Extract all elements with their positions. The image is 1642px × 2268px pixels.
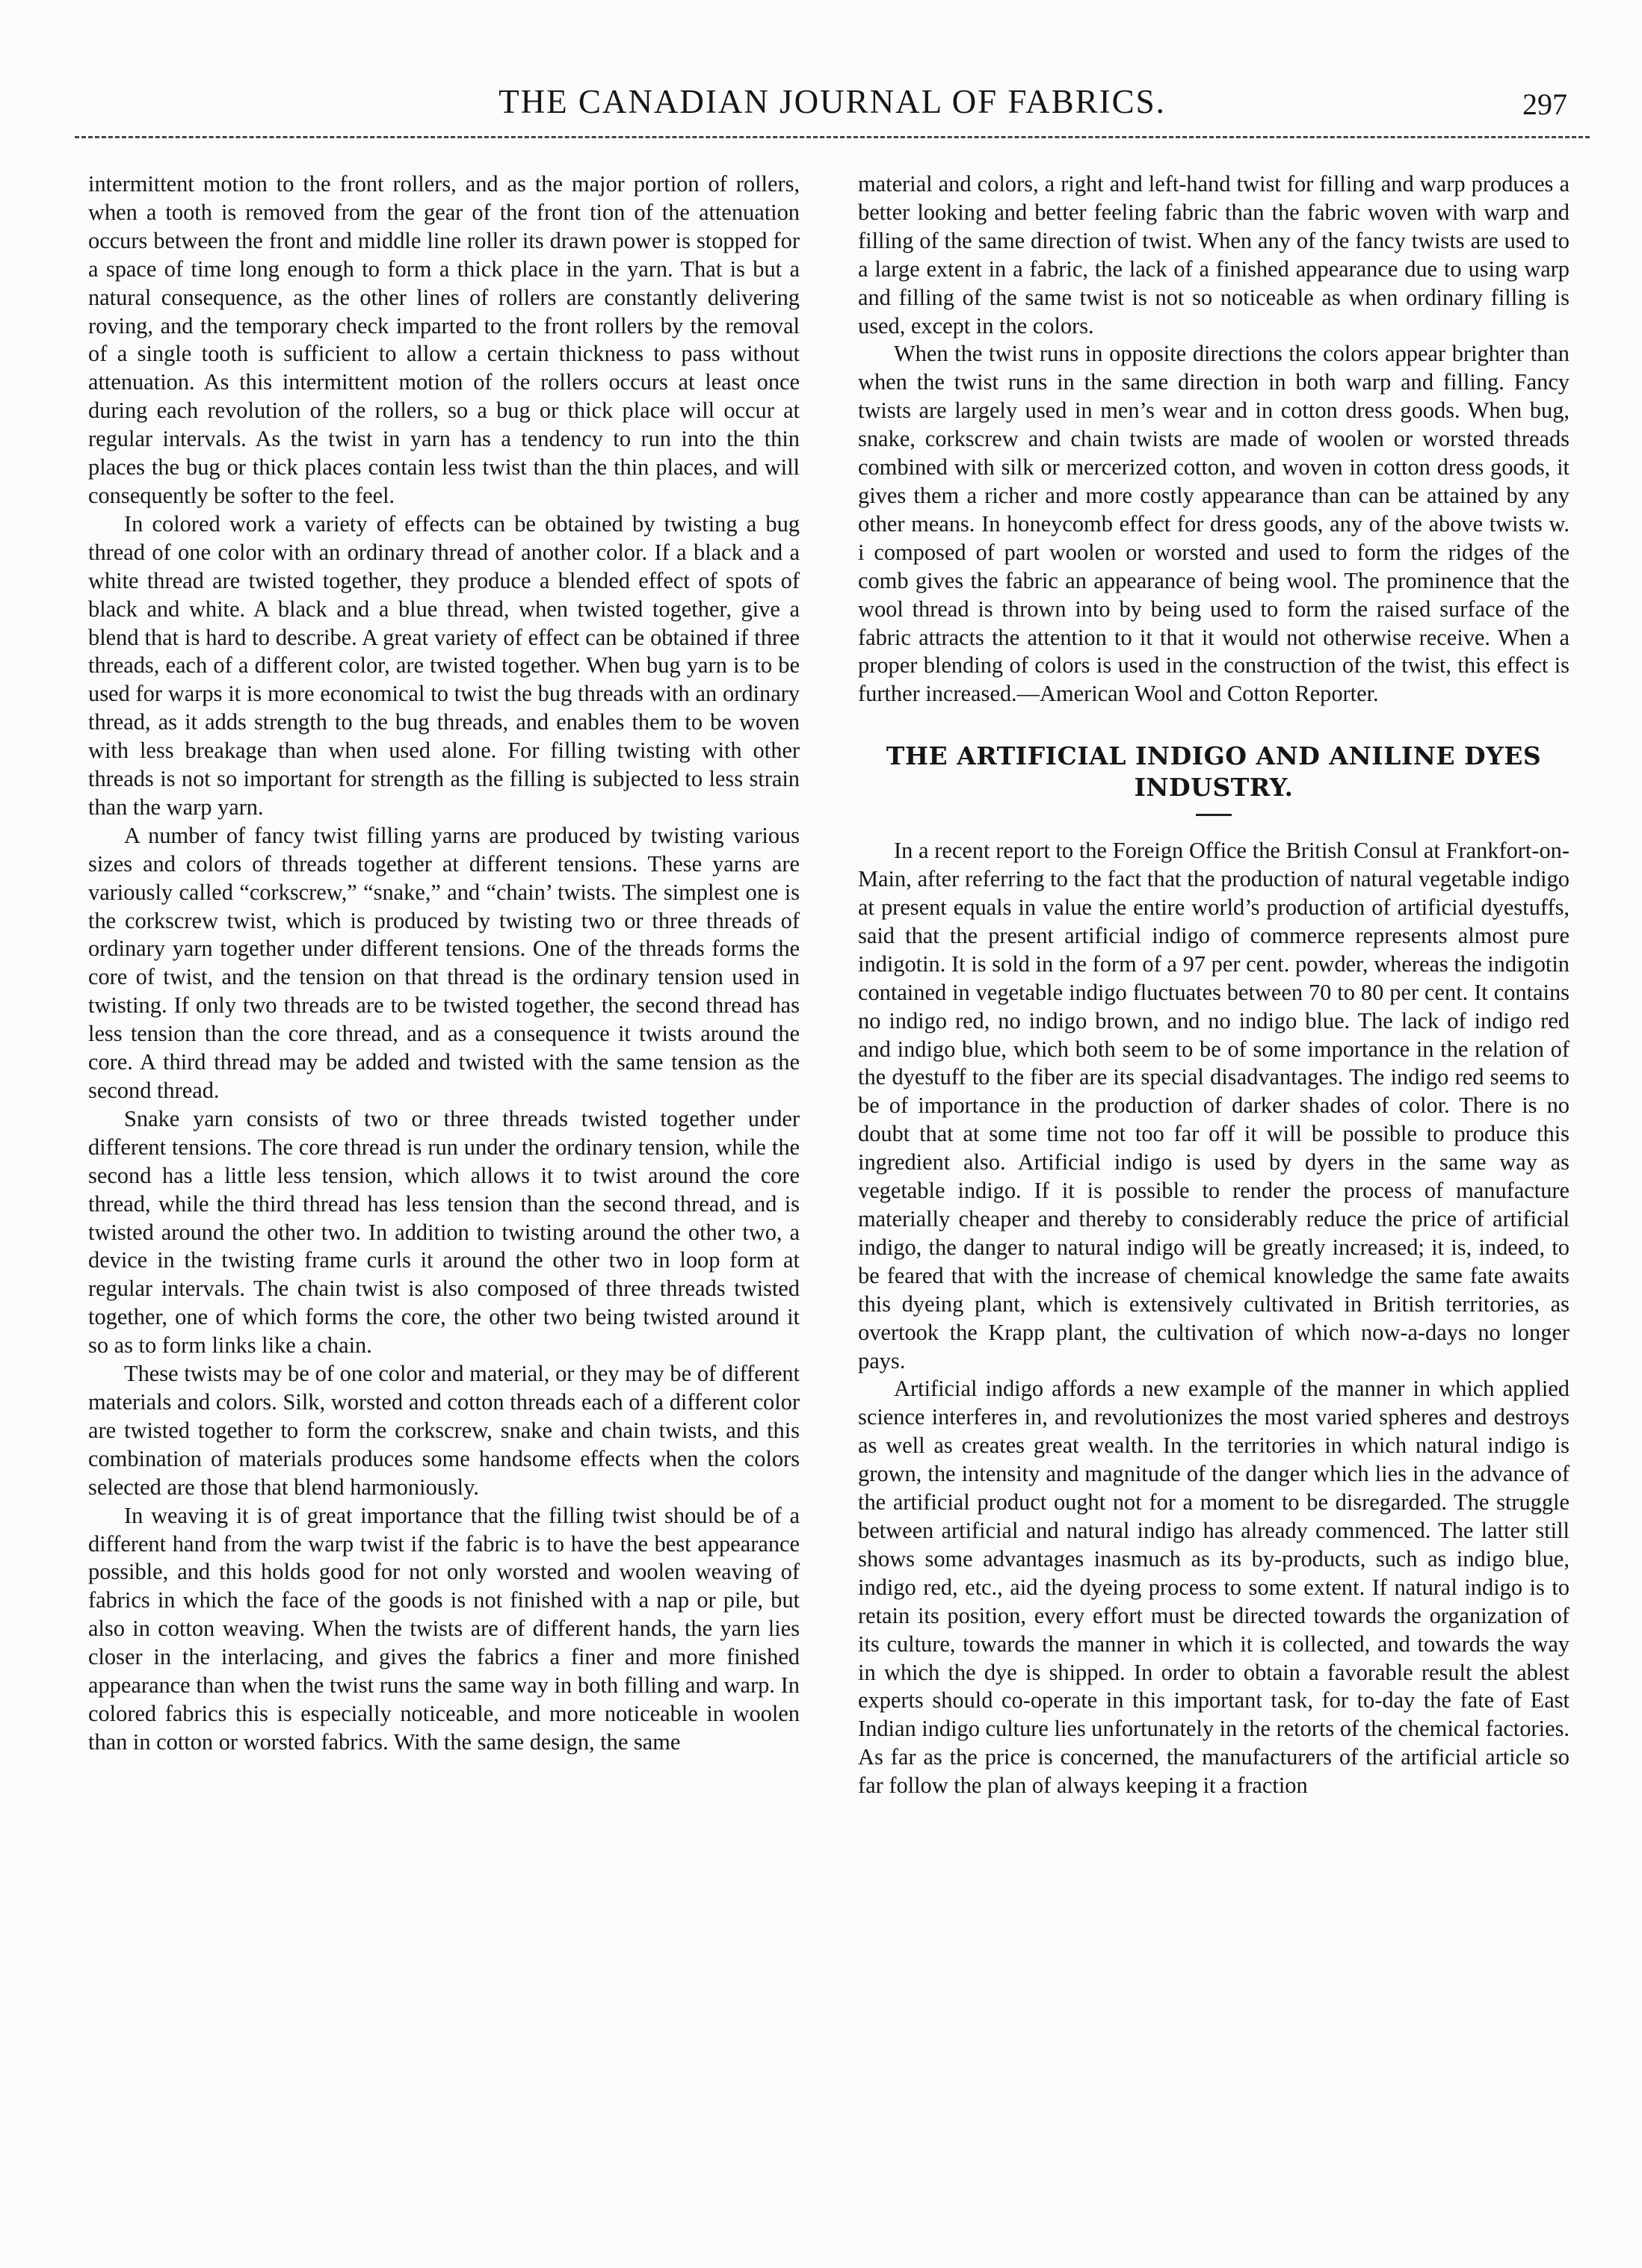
title-rule <box>1196 814 1232 816</box>
header-rule <box>75 136 1590 138</box>
article-title: THE ARTIFICIAL INDIGO AND ANILINE DYES INDUSTRY. <box>886 741 1542 803</box>
paragraph: material and colors, a right and left-hand twist for filling and warp produces a better looking and better feeling fabric than the fabric woven with warp and filling of the same direction of twist. When any of the fancy twists are used to a large extent in a fabric, the lack of a finished appearance due to using warp and filling of the same twist is not so noticeable as when ordinary filling is used, except in the colors. <box>858 171 1570 339</box>
running-head <box>75 82 1590 142</box>
paragraph: These twists may be of one color and material, or they may be of different materials and colors. Silk, worsted and cotton threads each of a different color are twisted together to form the corkscrew, snake and chain twists, and this combination of materials produces some handsome effects when the colors selected are those that blend harmoniously. <box>88 1361 800 1500</box>
paragraph: In a recent report to the Foreign Office the British Consul at Frankfort-on-Main, after referring to the fact that the production of natural vegetable indigo at present equals in value the entire world’s production of artificial dyestuffs, said that the present artificial indigo of commerce represents almost pure indigotin. It is sold in the form of a 97 per cent. powder, whereas the indigotin contained in vegetable indigo fluctuates between 70 to 80 per cent. It contains no indigo red, no indigo brown, and no indigo blue. The lack of indigo red and indigo blue, which both seem to be of some importance in the relation of the dyestuff to the fiber are its special disadvantages. The indigo red seems to be of importance in the production of darker shades of color. There is no doubt that at some time not too far off it will be possible to produce this ingredient also. Artificial indigo is used by dyers in the same way as vegetable indigo. If it is possible to render the process of manufacture materially cheaper and thereby to considerably reduce the price of artificial indigo, the danger to natural indigo will be greatly increased; it is, indeed, to be feared that with the increase of chemical knowledge the same fate awaits this dyeing plant, which is extensively cultivated in British territories, as overtook the Krapp plant, the cultivation of which now-a-days no longer pays. <box>858 838 1570 1374</box>
right-column <box>858 170 1570 2240</box>
paragraph: When the twist runs in opposite directions the colors appear brighter than when the twist runs in the same direction in both warp and filling. Fancy twists are largely used in men’s wear and in cotton dress goods. When bug, snake, corkscrew and chain twists are made of woolen or worsted threads combined with silk or mercerized cotton, and woven in cotton dress goods, it gives them a richer and more costly appearance than can be attained by any other means. In honeycomb effect for dress goods, any of the above twists w. i composed of part woolen or worsted and used to form the ridges of the comb gives the fabric an appearance of being wool. The prominence that the wool thread is thrown into by being used to form the raised surface of the fabric attracts the attention to it that it would not otherwise receive. When a proper blending of colors is used in the construction of the twist, this effect is further increased.—American Wool and Cotton Reporter. <box>858 341 1570 707</box>
left-column <box>88 170 800 2240</box>
journal-title: THE CANADIAN JOURNAL OF FABRICS. <box>499 83 1166 120</box>
paragraph: In colored work a variety of effects can be obtained by twisting a bug thread of one color with an ordinary thread of another color. If a black and a white thread are twisted together, they produce a blended effect of spots of black and white. A black and a blue thread, when twisted together, give a blend that is hard to describe. A great variety of effect can be obtained if three threads, each of a different color, are twisted together. When bug yarn is to be used for warps it is more economical to twist the bug threads with an ordinary thread, as it adds strength to the bug threads, and enables them to be woven with less breakage than when used alone. For filling twisting with other threads is not so important for strength as the filling is subjected to less strain than the warp yarn. <box>88 510 800 820</box>
paragraph: In weaving it is of great importance that the filling twist should be of a different hand from the warp twist if the fabric is to have the best appearance possible, and this holds good for not only worsted and woolen weaving of fabrics in which the face of the goods is not finished with a nap or pile, but also in cotton weaving. When the twists are of different hands, the yarn lies closer in the interlacing, and gives the fabrics a finer and more finished appearance than when the twist runs the same way in both filling and warp. In colored fabrics this is especially noticeable, and more noticeable in woolen than in cotton or worsted fabrics. With the same design, the same <box>88 1502 800 1755</box>
paragraph: A number of fancy twist filling yarns are produced by twisting various sizes and colors of threads together at different tensions. These yarns are variously called “corkscrew,” “snake,” and “chain’ twists. The simplest one is the corkscrew twist, which is produced by twisting two or three threads of ordinary yarn together under different tensions. One of the threads forms the core of twist, and the tension on that thread is the ordinary tension used in twisting. If only two threads are to be twisted together, the second thread has less tension than the core thread, and as a consequence it twists around the core. A third thread may be added and twisted with the same tension as the second thread. <box>88 822 800 1103</box>
text-columns <box>88 170 1568 2240</box>
paragraph: Snake yarn consists of two or three threads twisted together under different tensions. The core thread is run under the ordinary tension, while the second has a little less tension, which allows it to twist around the core thread, while the third thread has less tension than the second thread, and is twisted around the other two. In addition to twisting around the other two, a device in the twisting frame curls it around the other two in loop form at regular intervals. The chain twist is also composed of three threads twisted together, one of which forms the core, the other two being twisted around it so as to form links like a chain. <box>88 1105 800 1359</box>
paragraph: intermittent motion to the front rollers, and as the major portion of rollers, when a tooth is removed from the gear of the front tion of the attenuation occurs between the front and middle line roller its drawn power is stopped for a space of time long enough to form a thick place in the yarn. That is but a natural consequence, as the other lines of rollers are constantly delivering roving, and the temporary check imparted to the front rollers by the removal of a single tooth is sufficient to allow a certain thickness to pass without attenuation. As this intermittent motion of the rollers occurs at least once during each revolution of the rollers, so a bug or thick place will occur at regular intervals. As the twist in yarn has a tendency to run into the thin places the bug or thick places contain less twist than the thin places, and will consequently be softer to the feel. <box>88 171 800 508</box>
page-number: 297 <box>1522 87 1567 121</box>
paragraph: Artificial indigo affords a new example of the manner in which applied science interferes in, and revolutionizes the most varied spheres and destroys as well as creates great wealth. In the territories in which natural indigo is grown, the intensity and magnitude of the danger which lies in the advance of the artificial product ought not for a moment to be disregarded. The struggle between artificial and natural indigo has already commenced. The latter still shows some advantages inasmuch as its by-products, such as indigo blue, indigo red, etc., aid the dyeing process to some extent. If natural indigo is to retain its position, every effort must be directed towards the organization of its culture, towards the manner in which it is collected, and towards the way in which the dye is shipped. In order to obtain a favorable result the ablest experts should co-operate in this important task, for to-day the fate of East Indian indigo culture lies unfortunately in the retorts of the chemical factories. As far as the price is concerned, the manufacturers of the artificial article so far follow the plan of always keeping it a fraction <box>858 1376 1570 1799</box>
